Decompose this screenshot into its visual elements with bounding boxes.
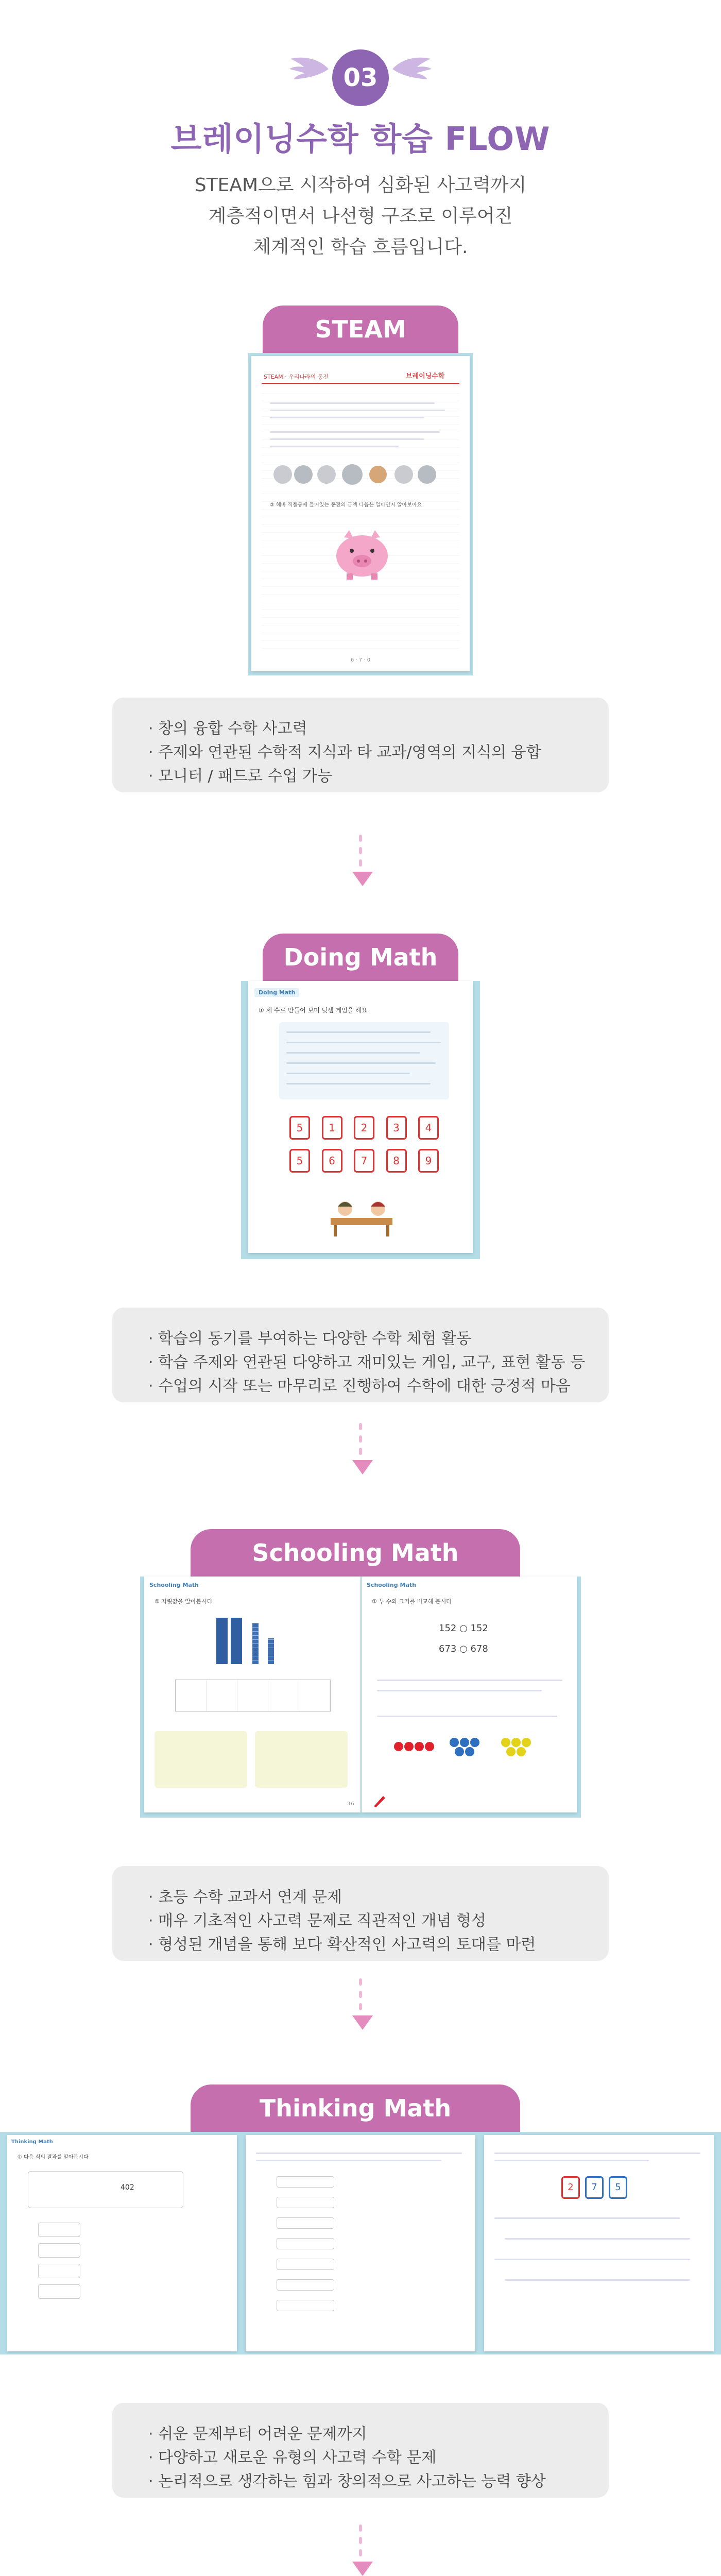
- subtitle-line: STEAM으로 시작하여 심화된 사고력까지: [194, 175, 527, 196]
- number-card: 9: [418, 1149, 439, 1173]
- compare-2: 673 ○ 678: [439, 1643, 488, 1654]
- tab-steam: STEAM: [263, 306, 458, 353]
- digit-card: 2: [561, 2176, 580, 2199]
- thinking-preview-frame: [0, 2132, 721, 2354]
- place-value-blocks: [201, 1618, 294, 1674]
- yellow-panel: [255, 1731, 348, 1788]
- digit-card: 5: [609, 2176, 627, 2199]
- doing-question: ① 세 수로 만들어 보며 덧셈 게임을 해요: [259, 1007, 368, 1014]
- bullet: · 학습의 동기를 부여하는 다양한 수학 체험 활동: [148, 1330, 471, 1348]
- bullet: · 매우 기초적인 사고력 문제로 직관적인 개념 형성: [148, 1912, 486, 1930]
- tab-thinking-math: Thinking Math: [191, 2084, 520, 2132]
- compare-1: 152 ○ 152: [439, 1623, 488, 1634]
- number-card: 4: [418, 1116, 439, 1140]
- doing-page: [248, 981, 473, 1253]
- steam-logo: 브레이닝수학: [406, 372, 445, 380]
- tab-schooling-math: Schooling Math: [191, 1529, 520, 1577]
- flow-arrow-icon: [352, 1978, 369, 2030]
- number-card: 3: [386, 1116, 407, 1140]
- flow-arrow-icon: [352, 835, 369, 886]
- steam-preview-frame: [248, 353, 473, 675]
- subtitle-line: 계층적이면서 나선형 구조로 이루어진: [208, 206, 513, 227]
- steam-top-label: STEAM · 우리나라의 동전: [264, 374, 329, 380]
- left-wing-icon: [288, 54, 330, 84]
- schooling-left-page: [144, 1577, 360, 1812]
- kids-table-illustration: [325, 1197, 398, 1239]
- schooling-left-label: Schooling Math: [149, 1582, 199, 1588]
- thinking-page-3: [484, 2135, 714, 2351]
- coins-illustration: [270, 459, 450, 490]
- pencil-icon: [372, 1793, 387, 1808]
- steam-page-number: 6 · 7 · 0: [350, 657, 371, 663]
- flow-arrow-icon: [352, 2524, 369, 2576]
- schooling-q1: ① 자릿값을 알아봅시다: [154, 1598, 213, 1605]
- thinking-description: [112, 2403, 609, 2498]
- step-badge: 03: [332, 49, 389, 106]
- bullet: · 주제와 연관된 수학적 지식과 타 교과/영역의 지식의 융합: [148, 743, 541, 761]
- page-subtitle: [0, 170, 721, 263]
- digit-card: 7: [585, 2176, 604, 2199]
- bullet: · 수업의 시작 또는 마무리로 진행하여 수학에 대한 긍정적 마음: [148, 1377, 571, 1395]
- bullet: · 창의 융합 수학 사고력: [148, 720, 307, 738]
- yellow-panel: [154, 1731, 247, 1788]
- number-cards: [289, 1116, 439, 1173]
- digit-cards: [561, 2176, 627, 2199]
- colored-beads: [392, 1731, 557, 1762]
- number-card: 6: [322, 1149, 342, 1173]
- flow-arrow-icon: [352, 1423, 369, 1475]
- tab-doing-math: Doing Math: [263, 934, 458, 981]
- steam-description: [112, 698, 609, 792]
- schooling-description: [112, 1866, 609, 1961]
- thinking-value: 402: [121, 2183, 134, 2192]
- bullet: · 형성된 개념을 통해 보다 확산적인 사고력의 토대를 마련: [148, 1936, 536, 1954]
- thinking-label: Thinking Math: [11, 2139, 53, 2145]
- thinking-page-1: [7, 2135, 237, 2351]
- thinking-question: ① 다음 식의 결과를 알아봅시다: [18, 2155, 89, 2160]
- bullet: · 다양하고 새로운 유형의 사고력 수학 문제: [148, 2449, 437, 2467]
- thinking-page-2: [246, 2135, 475, 2351]
- flow-header: [0, 0, 721, 258]
- schooling-preview-frame: [140, 1577, 581, 1818]
- doing-description: [112, 1308, 609, 1402]
- schooling-q2: ① 두 수의 크기를 비교해 봅시다: [372, 1598, 452, 1605]
- number-card: 8: [386, 1149, 407, 1173]
- subtitle-line: 체계적인 학습 흐름입니다.: [253, 236, 468, 258]
- number-card: 2: [354, 1116, 374, 1140]
- steam-page: [251, 356, 470, 671]
- number-card: 5: [289, 1116, 310, 1140]
- page-title: 브레이닝수학 학습 FLOW: [170, 120, 551, 158]
- bullet: · 초등 수학 교과서 연계 문제: [148, 1888, 342, 1906]
- schooling-right-label: Schooling Math: [367, 1582, 416, 1588]
- schooling-page-left: 16: [348, 1801, 354, 1807]
- number-card: 5: [289, 1149, 310, 1173]
- bullet: · 논리적으로 생각하는 힘과 창의적으로 사고하는 능력 향상: [148, 2472, 546, 2490]
- doing-preview-frame: [241, 981, 480, 1259]
- number-card: 7: [354, 1149, 374, 1173]
- schooling-right-page: [362, 1577, 577, 1812]
- piggy-bank-icon: [329, 526, 396, 583]
- bullet: · 쉬운 문제부터 어려운 문제까지: [148, 2425, 367, 2443]
- number-card: 1: [322, 1116, 342, 1140]
- right-wing-icon: [391, 54, 433, 84]
- doing-label: Doing Math: [254, 988, 299, 997]
- rules-box: [279, 1022, 449, 1099]
- bullet: · 학습 주제와 연관된 다양하고 재미있는 게임, 교구, 표현 활동 등: [148, 1353, 586, 1371]
- bullet: · 모니터 / 패드로 수업 가능: [148, 767, 333, 785]
- steam-question: ② 해바 직돌통에 들어있는 동전의 금액 다음은 얼마인지 알아보아요: [270, 502, 422, 508]
